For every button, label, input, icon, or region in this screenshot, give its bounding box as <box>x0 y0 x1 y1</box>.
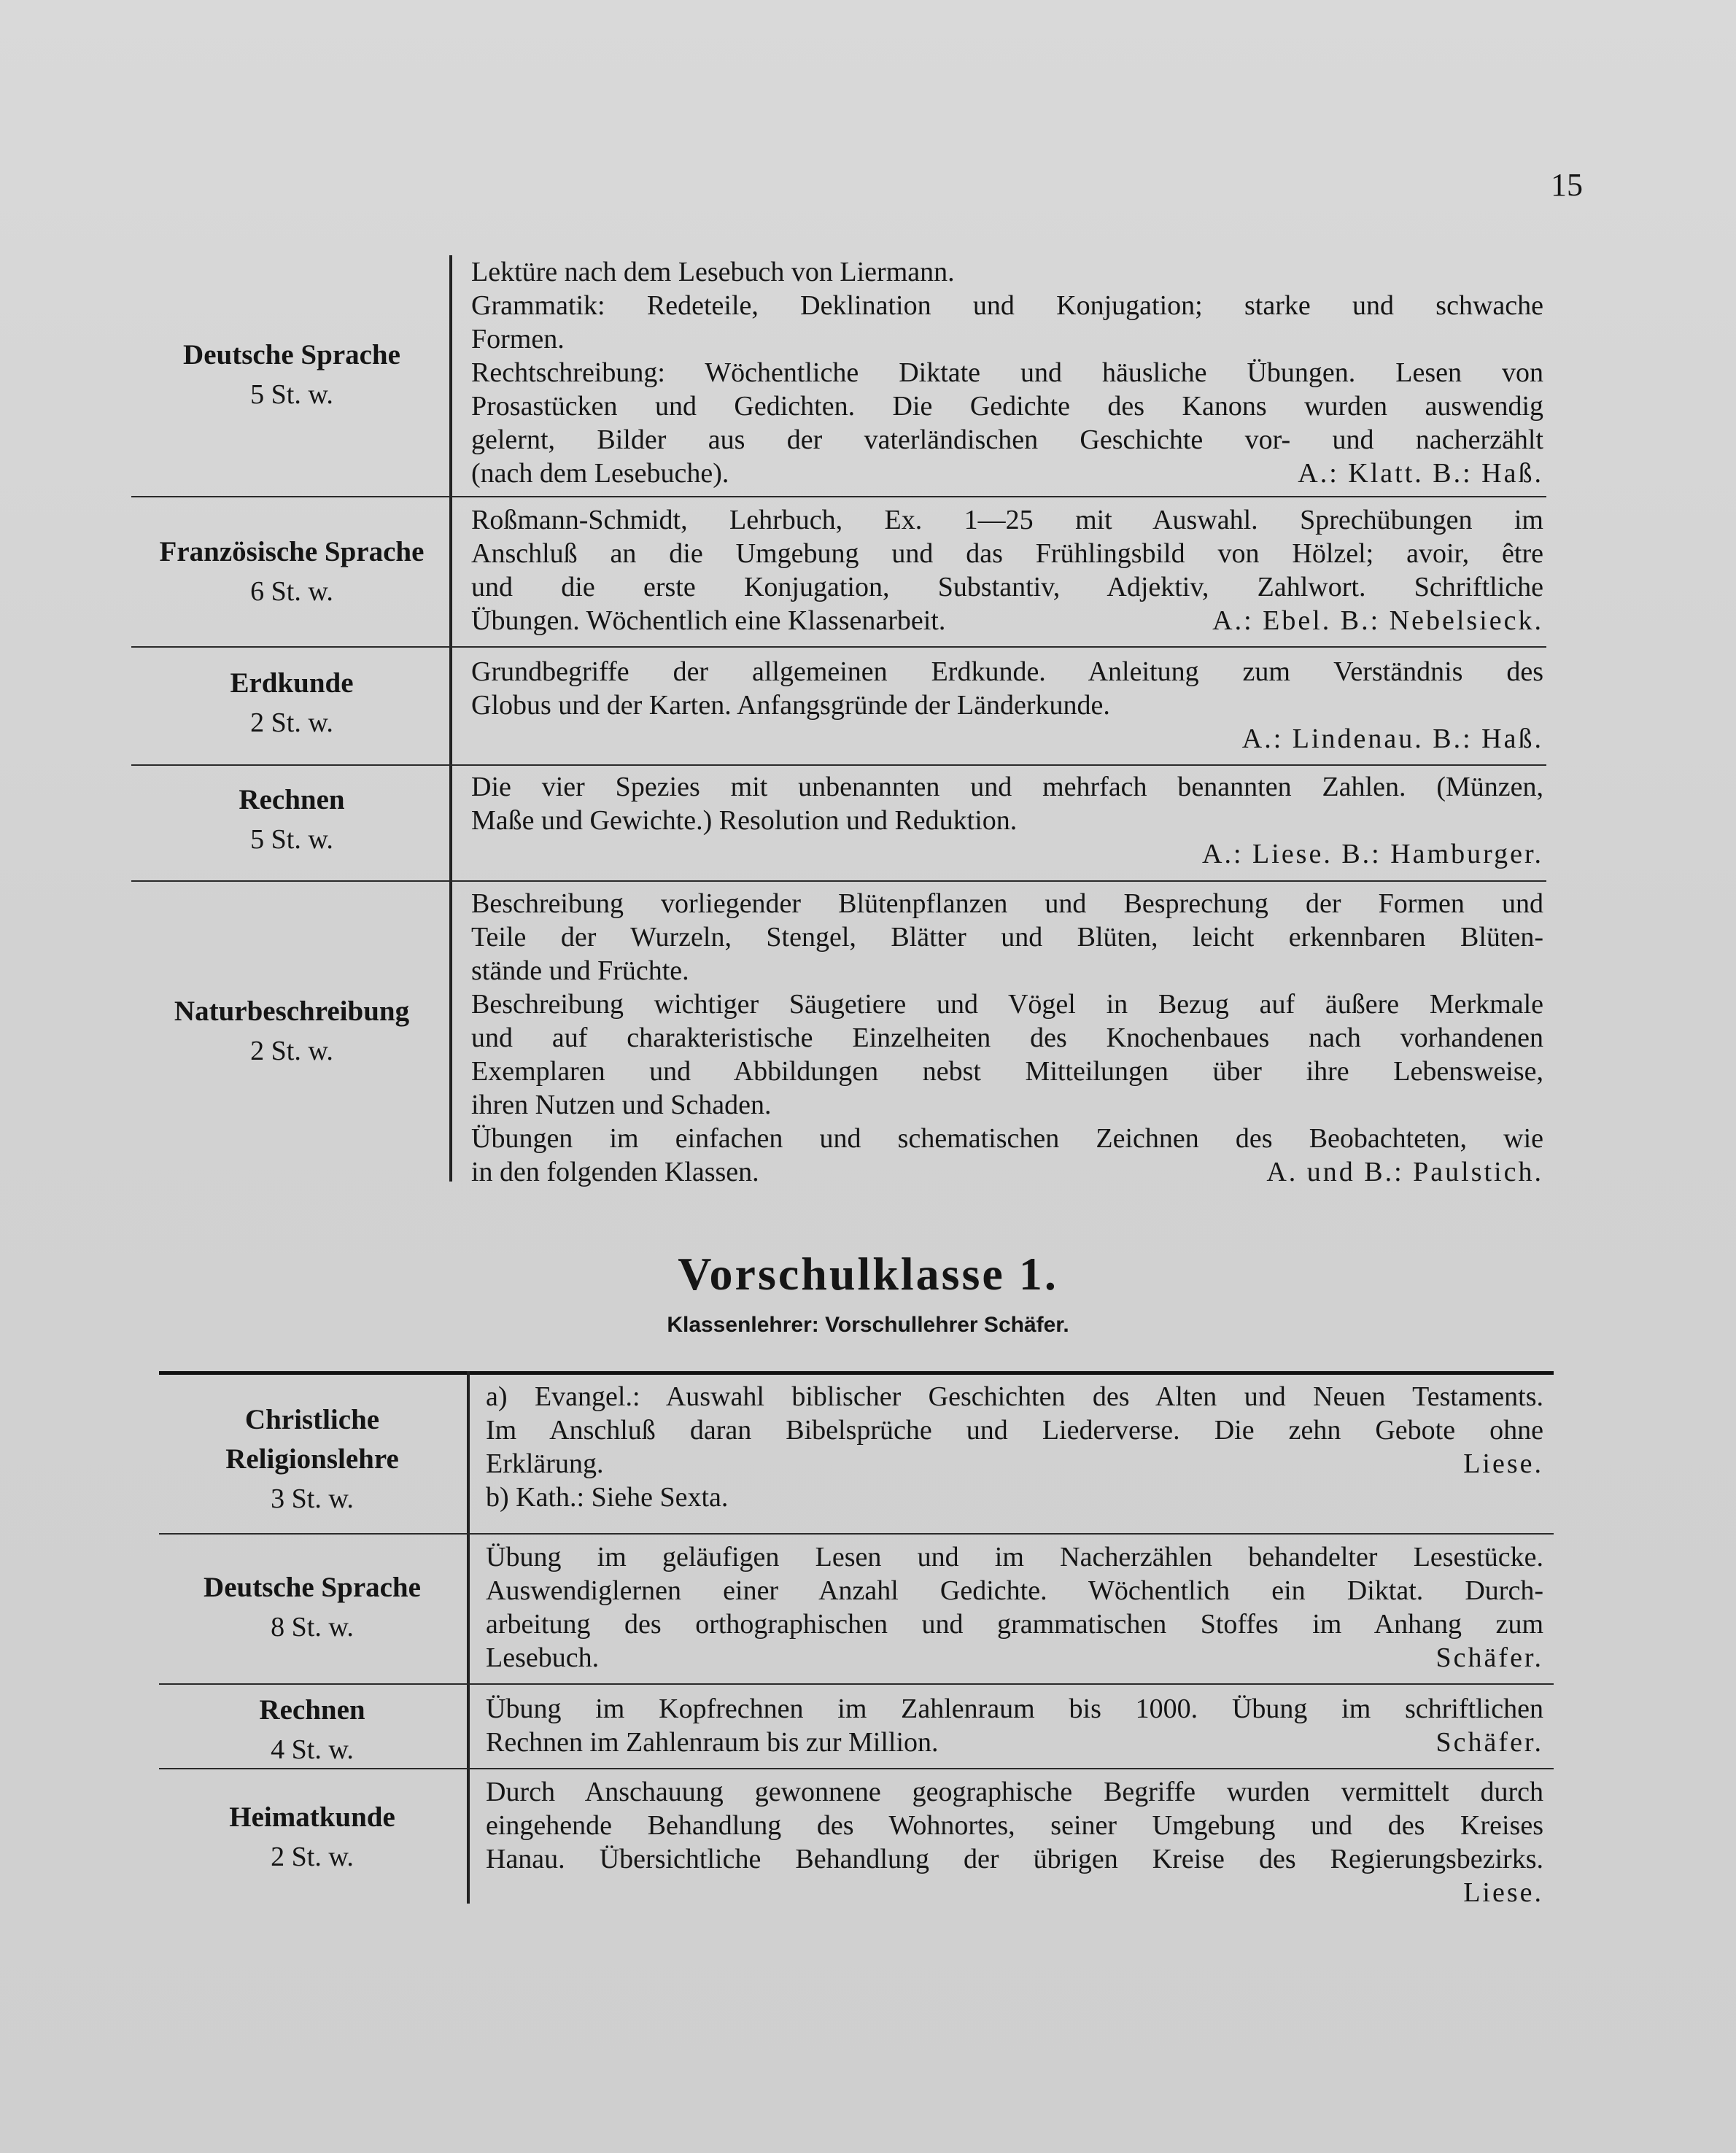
subject-deutsche-sprache: Deutsche Sprache 5 St. w. <box>183 339 400 410</box>
content-religionslehre: a) Evangel.: Auswahl biblischer Geschichten des Alten und Neuen Testaments. Im Anschluß daran Bibelsprüche und Liederverse. Die zehn Gebote ohne Erklärung. Liese. b) Kath.: Siehe Sexta. <box>486 1381 1543 1513</box>
content-naturbeschreibung: Beschreibung vorliegender Blütenpflanzen und Besprechung der Formen und Teile der Wurzeln, Stengel, Blätter und Blüten, leicht erkennbaren Blüten- stände und Früchte. Beschreibung wichtiger Säugetiere und Vögel in Bezug auf äußere Merkmale und auf charakteristische Einzelheiten des Knochenbaues nach vorhandenen Exemplaren und Abbildungen nebst Mitteilungen über ihre Lebensweise, ihren Nutzen und Schaden. Übungen im einfachen und schematischen Zeichnen des Beobachteten, wie in den folgenden Klassen. A. und B.: Paulstich. <box>471 888 1543 1187</box>
content-deutsche-sprache: Lektüre nach dem Lesebuch von Liermann. Grammatik: Redeteile, Deklination und Konjugation; starke und schwache Formen. Rechtschreibung: Wöchentliche Diktate und häusliche Übungen. Lesen von Prosastücken und Gedichten. Die Gedichte des Kanons wurden auswendig gelernt, Bilder aus der vaterländischen Geschichte vor- und nacherzählt (nach dem Lesebuche). A.: Klatt. B.: Haß. <box>471 257 1543 489</box>
teacher-names: Liese. <box>1463 1448 1543 1479</box>
row-divider <box>131 880 1546 882</box>
lower-curriculum-table <box>159 1371 1554 1908</box>
page-number: 15 <box>1551 167 1583 203</box>
subject-christliche-religionslehre: Christliche Religionslehre 3 St. w. <box>225 1404 399 1514</box>
subject-deutsche-sprache-vorschule: Deutsche Sprache 8 St. w. <box>204 1572 421 1642</box>
subject-franzoesische-sprache: Französische Sprache 6 St. w. <box>159 536 425 607</box>
section-heading: Vorschulklasse 1. <box>678 1248 1058 1300</box>
content-heimatkunde: Durch Anschauung gewonnene geographische Begriffe wurden vermittelt durch eingehende Behandlung des Wohnortes, seiner Umgebung und des Kreises Hanau. Übersichtliche Behandlung der übrigen Kreise des Regierungsbezirks. Liese. <box>486 1777 1543 1908</box>
teacher-names: A. und B.: Paulstich. <box>1266 1157 1543 1187</box>
content-deutsche-sprache-vorschule: Übung im geläufigen Lesen und im Nacherzählen behandelter Lesestücke. Auswendiglernen einer Anzahl Gedichte. Wöchentlich ein Diktat. Durch- arbeitung des orthographischen und grammatischen Stoffes im Anhang zum Lesebuch. Schäfer. <box>486 1542 1543 1673</box>
subject-rechnen-vorschule: Rechnen 4 St. w. <box>259 1694 365 1765</box>
teacher-names: A.: Ebel. B.: Nebelsieck. <box>1212 605 1543 636</box>
row-divider <box>159 1533 1554 1535</box>
teacher-names: Liese. <box>1463 1877 1543 1908</box>
content-rechnen-vorschule: Übung im Kopfrechnen im Zahlenraum bis 1000. Übung im schriftlichen Rechnen im Zahlenraum bis zur Million. Schäfer. <box>486 1694 1543 1758</box>
upper-curriculum-table <box>131 255 1554 1187</box>
row-divider <box>131 764 1546 766</box>
subject-erdkunde: Erdkunde 2 St. w. <box>230 667 354 738</box>
content-rechnen: Die vier Spezies mit unbenannten und mehrfach benannten Zahlen. (Münzen, Maße und Gewichte.) Resolution und Reduktion. A.: Liese. B.: Hamburger. <box>471 772 1543 869</box>
class-teacher-line: Klassenlehrer: Vorschullehrer Schäfer. <box>667 1313 1069 1337</box>
subject-rechnen: Rechnen 5 St. w. <box>239 784 345 855</box>
content-franzoesische-sprache: Roßmann-Schmidt, Lehrbuch, Ex. 1—25 mit Auswahl. Sprechübungen im Anschluß an die Umgebung und das Frühlingsbild von Hölzel; avoir, être und die erste Konjugation, Substantiv, Adjektiv, Zahlwort. Schriftliche Übungen. Wöchentlich eine Klassenarbeit. A.: Ebel. B.: Nebelsieck. <box>471 505 1543 636</box>
teacher-names: Schäfer. <box>1435 1727 1543 1758</box>
subject-heimatkunde: Heimatkunde 2 St. w. <box>229 1801 395 1872</box>
teacher-names: A.: Liese. B.: Hamburger. <box>1202 839 1543 869</box>
teacher-names: A.: Lindenau. B.: Haß. <box>1241 724 1543 754</box>
row-divider <box>159 1768 1554 1769</box>
row-divider <box>159 1683 1554 1685</box>
subject-naturbeschreibung: Naturbeschreibung 2 St. w. <box>174 996 410 1066</box>
row-divider <box>131 496 1546 497</box>
row-divider <box>131 646 1546 648</box>
table-top-rule <box>159 1371 1554 1375</box>
content-erdkunde: Grundbegriffe der allgemeinen Erdkunde. Anleitung zum Verständnis des Globus und der Karten. Anfangsgründe der Länderkunde. A.: Lindenau. B.: Haß. <box>471 656 1543 754</box>
column-divider <box>467 1371 470 1904</box>
teacher-names: A.: Klatt. B.: Haß. <box>1298 458 1543 489</box>
teacher-names: Schäfer. <box>1435 1642 1543 1673</box>
